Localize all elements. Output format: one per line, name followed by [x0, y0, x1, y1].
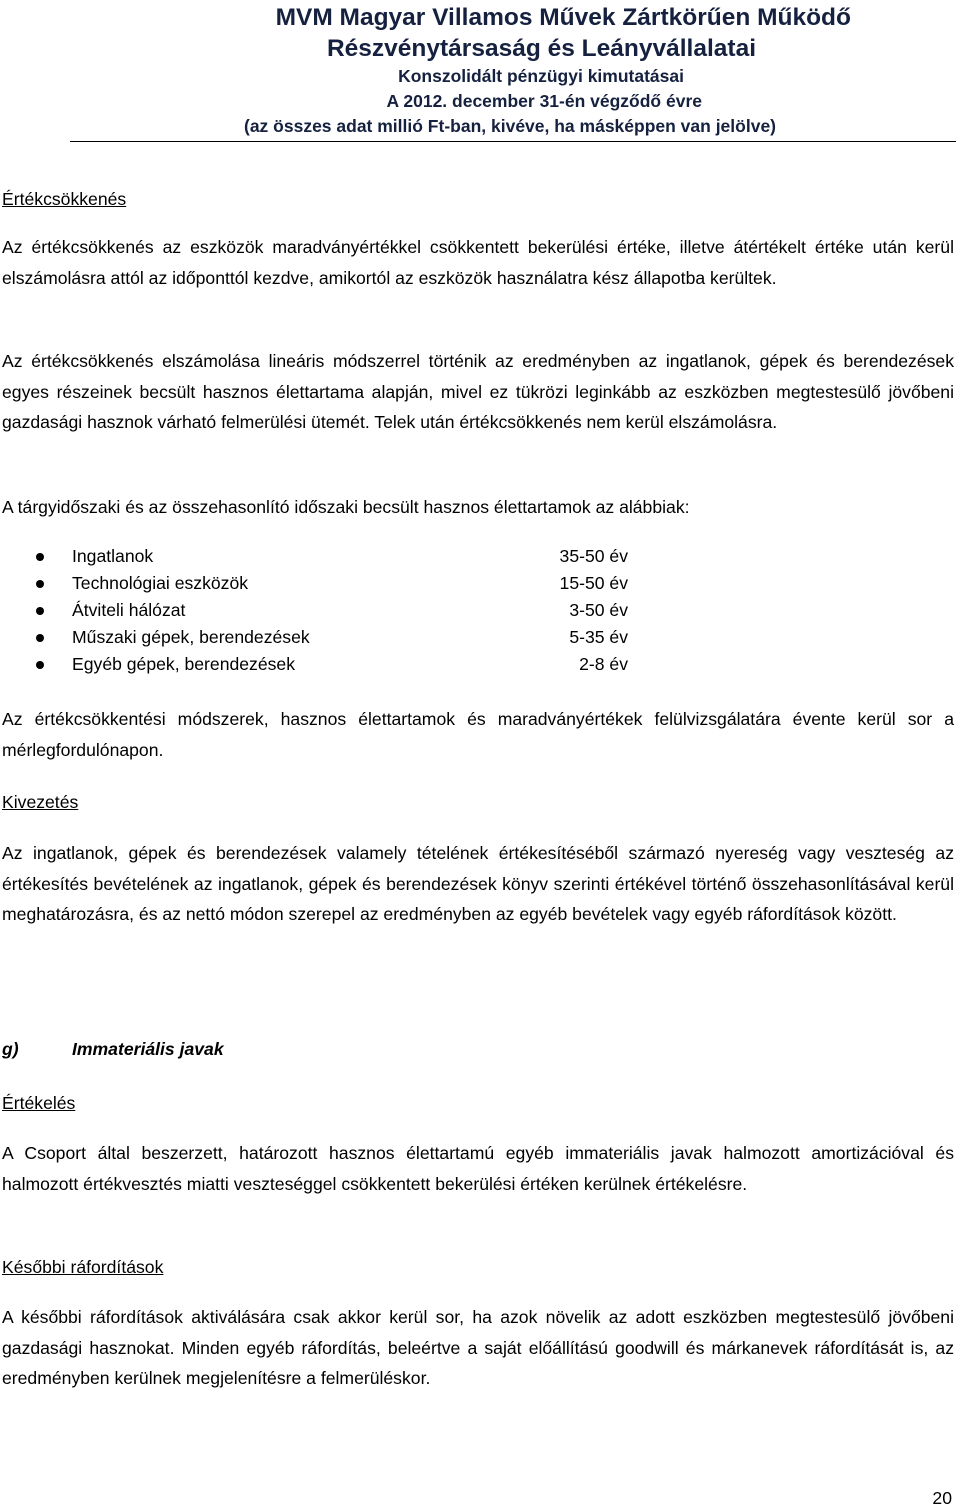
depreciation-paragraph-2: Az értékcsökkenés elszámolása lineáris módszerrel történik az eredményben az ingatlanok, gépek és berendezések egyes részeinek becsült hasznos élettartama alapján, mivel ez tükrözi leginkább az eszközben megtestesülő jövőbeni gazdasági hasznok várható felmerülési ütemét. Telek után értékcsökkenés nem kerül elszámolásra.: [2, 351, 954, 432]
bullet-icon: [36, 634, 44, 642]
company-name: MVM Magyar Villamos Művek Zártkörűen Működő: [275, 4, 851, 31]
report-period: A 2012. december 31-én végződő évre: [386, 91, 702, 111]
bullet-icon: [36, 661, 44, 669]
section-title: Immateriális javak: [72, 1039, 224, 1059]
company-subname: Részvénytársaság és Leányvállalatai: [326, 35, 756, 62]
page-header: [70, 0, 956, 142]
list-item: [36, 651, 636, 678]
depreciation-paragraph-1: Az értékcsökkenés az eszközök maradványértékkel csökkentett bekerülési értéke, illetve átértékelt értéke után kerül elszámolásra attól az időponttól kezdve, amikortól az eszközök használatra kész állapotba kerültek.: [2, 237, 954, 288]
asset-category: Egyéb gépek, berendezések: [72, 654, 296, 674]
useful-lives-list: [36, 543, 636, 678]
useful-life-range: 5-35 év: [569, 627, 628, 647]
depreciation-heading: Értékcsökkenés: [2, 189, 127, 209]
useful-lives-intro: A tárgyidőszaki és az összehasonlító időszaki becsült hasznos élettartamok az alábbiak:: [2, 497, 690, 517]
depreciation-paragraph-4: Az értékcsökkentési módszerek, hasznos élettartamok és maradványértékek felülvizsgálatára évente kerül sor a mérlegfordulónapon.: [2, 709, 954, 760]
asset-category: Technológiai eszközök: [72, 573, 249, 593]
useful-life-range: 35-50 év: [559, 546, 628, 566]
bullet-icon: [36, 580, 44, 588]
list-item: [36, 624, 636, 651]
asset-category: Ingatlanok: [72, 546, 154, 566]
useful-life-range: 15-50 év: [559, 573, 628, 593]
asset-category: Átviteli hálózat: [72, 600, 186, 620]
list-item: [36, 570, 636, 597]
list-item: [36, 597, 636, 624]
bullet-icon: [36, 607, 44, 615]
subsequent-expenditure-paragraph: A későbbi ráfordítások aktiválására csak akkor kerül sor, ha azok növelik az adott eszközben megtestesülő jövőbeni gazdasági hasznokat. Minden egyéb ráfordítás, beleértve a saját előállítású goodwill és márkanevek ráfordítását is, az eredményben kerülnek megjelenítésre a felmerüléskor.: [2, 1307, 954, 1388]
list-item: [36, 543, 636, 570]
page-number: 20: [932, 1488, 952, 1508]
derecognition-paragraph: Az ingatlanok, gépek és berendezések valamely tételének értékesítéséből származó nyereség vagy veszteség az értékesítés bevételének az ingatlanok, gépek és berendezések könyv szerinti értékével történő összehasonlításával kerül meghatározásra, és az nettó módon szerepel az eredményben az egyéb bevételek vagy egyéb ráfordítások között.: [2, 843, 954, 924]
subsequent-expenditure-heading: Későbbi ráfordítások: [2, 1257, 164, 1277]
valuation-heading: Értékelés: [2, 1093, 76, 1113]
derecognition-heading: Kivezetés: [2, 792, 79, 812]
useful-life-range: 2-8 év: [579, 654, 628, 674]
report-units: (az összes adat millió Ft-ban, kivéve, ha másképpen van jelölve): [244, 116, 776, 136]
report-title: Konszolidált pénzügyi kimutatásai: [398, 66, 684, 86]
valuation-paragraph: A Csoport által beszerzett, határozott hasznos élettartamú egyéb immateriális javak halmozott amortizációval és halmozott értékvesztés miatti veszteséggel csökkentett bekerülési értéken kerülnek értékelésre.: [2, 1143, 954, 1194]
bullet-icon: [36, 553, 44, 561]
section-letter: g): [2, 1039, 19, 1059]
useful-life-range: 3-50 év: [569, 600, 628, 620]
asset-category: Műszaki gépek, berendezések: [72, 627, 310, 647]
